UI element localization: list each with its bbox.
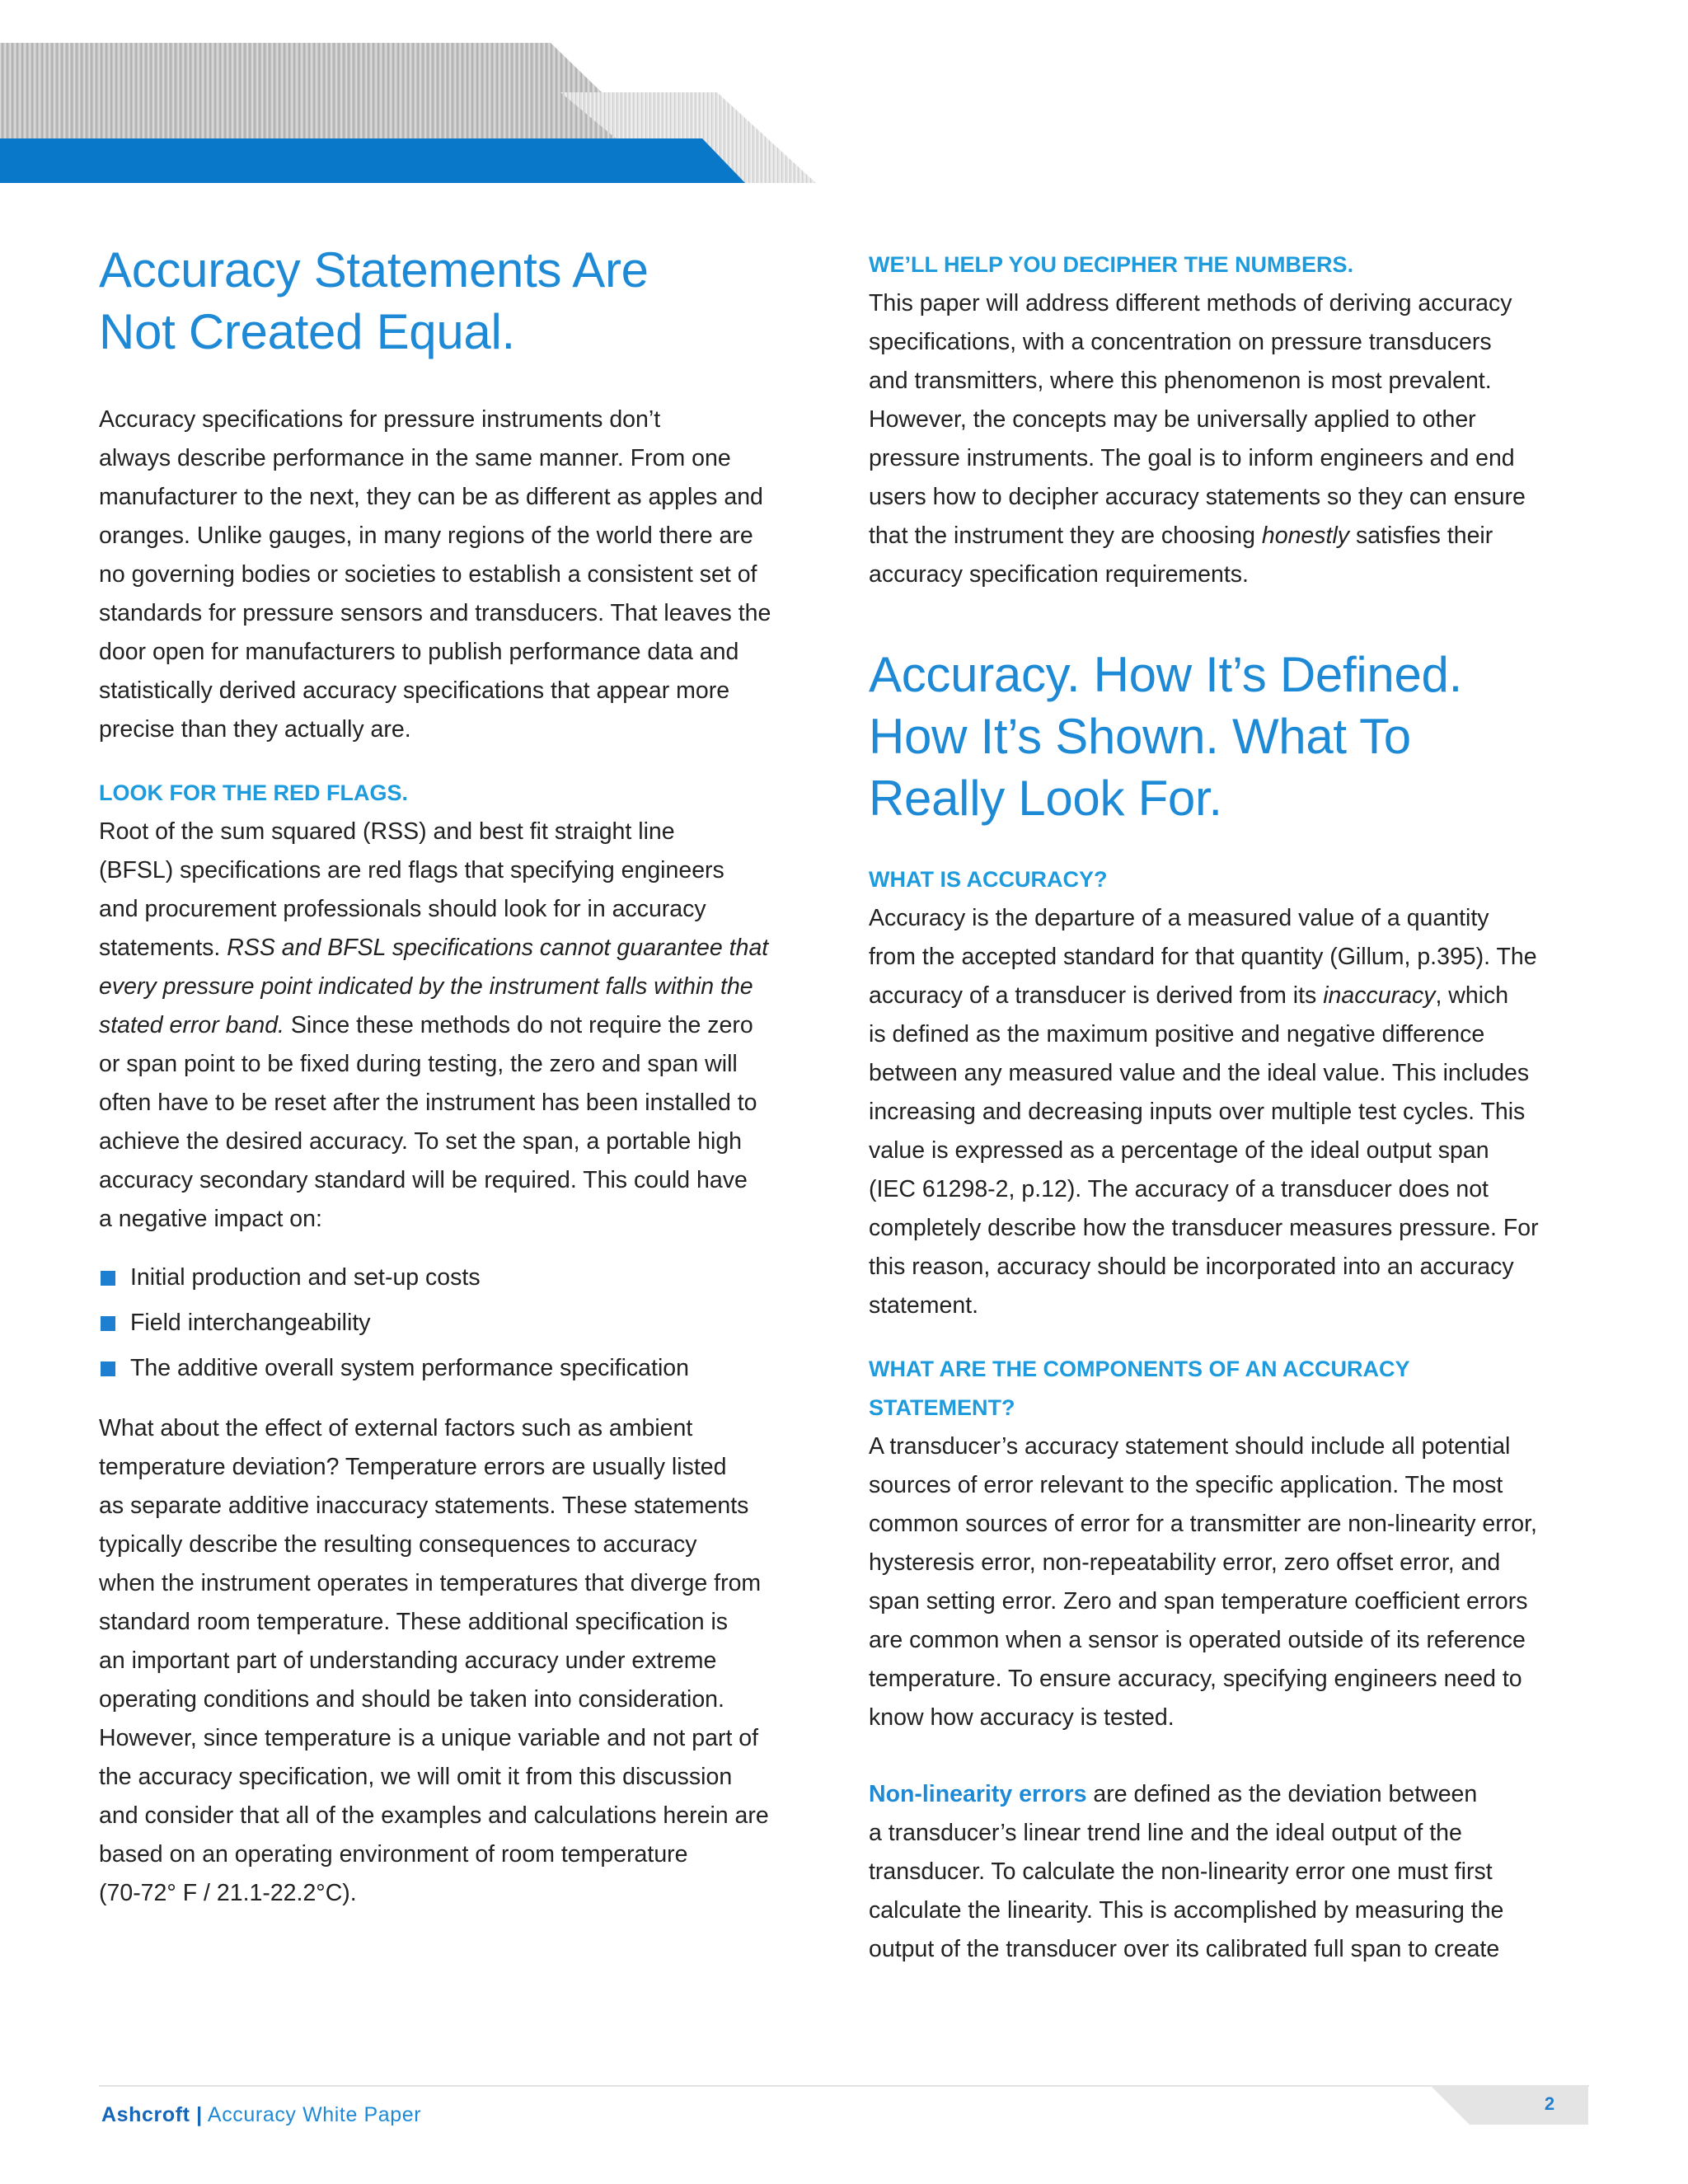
external-factors-paragraph [99,1409,824,1913]
text-line: typically describe the resulting consequences to accuracy [99,1531,697,1558]
header-blue-stripe [0,138,745,183]
footer-label [101,2103,421,2127]
red-flags-paragraph [99,813,824,1239]
text-run: accuracy of a transducer is derived from its [869,982,1324,1009]
list-item-text: The additive overall system performance specification [130,1355,689,1381]
title-line: Accuracy. How It’s Defined. [869,647,1462,702]
heading-line: STATEMENT? [869,1395,1015,1420]
text-line: calculate the linearity. This is accomplished by measuring the [869,1897,1504,1924]
text-run: that the instrument they are choosing [869,523,1262,549]
text-line: from the accepted standard for that quantity (Gillum, p.395). The [869,944,1537,970]
text-line: operating conditions and should be taken into consideration. [99,1686,724,1713]
list-item-text: Field interchangeability [130,1310,371,1336]
text-line: accuracy specification requirements. [869,561,1249,588]
text-line: completely describe how the transducer measures pressure. For [869,1215,1539,1241]
italic-run: honestly [1261,523,1350,549]
text-line: value is expressed as a percentage of the ideal output span [869,1137,1489,1164]
title-line: Accuracy Statements Are [99,242,649,298]
text-line: this reason, accuracy should be incorporated into an accuracy [869,1254,1514,1280]
title-line: Not Created Equal. [99,304,515,359]
right-column [869,246,1594,1969]
text-line: a negative impact on: [99,1206,322,1232]
text-line: oranges. Unlike gauges, in many regions of the world there are [99,523,753,549]
italic-run: inaccuracy [1323,982,1436,1009]
text-line: temperature deviation? Temperature errors are usually listed [99,1454,727,1480]
text-line: achieve the desired accuracy. To set the span, a portable high [99,1128,743,1155]
text-line: users how to decipher accuracy statements so they can ensure [869,484,1526,510]
impact-bullet-list [99,1255,824,1391]
text-run: , which [1435,982,1509,1009]
list-item [99,1255,824,1301]
text-line: precise than they actually are. [99,716,411,743]
text-line: standard room temperature. These additional specification is [99,1609,729,1635]
title-line: How It’s Shown. What To [869,709,1411,764]
text-line: pressure instruments. The goal is to inform engineers and end [869,445,1515,471]
italic-run: every pressure point indicated by the instrument falls within the [99,973,753,1000]
text-line: as separate additive inaccuracy statements. These statements [99,1493,749,1519]
text-line: a transducer’s linear trend line and the ideal output of the [869,1820,1462,1846]
text-line: standards for pressure sensors and transducers. That leaves the [99,600,771,626]
text-line: common sources of error for a transmitter are non-linearity error, [869,1511,1537,1537]
text-line: span setting error. Zero and span temperature coefficient errors [869,1588,1528,1615]
list-item [99,1346,824,1391]
text-line: Accuracy specifications for pressure instruments don’t [99,406,661,433]
text-line: and procurement professionals should look for in accuracy [99,896,706,922]
header-band [0,0,1688,190]
text-line: However, the concepts may be universally applied to other [869,406,1476,433]
text-line: and consider that all of the examples and calculations herein are [99,1802,769,1829]
what-is-accuracy-paragraph [869,899,1594,1325]
text-line: door open for manufacturers to publish performance data and [99,639,739,665]
text-line: output of the transducer over its calibrated full span to create [869,1936,1500,1962]
text-line: sources of error relevant to the specific application. The most [869,1472,1503,1498]
text-line: increasing and decreasing inputs over multiple test cycles. This [869,1099,1526,1125]
text-line: when the instrument operates in temperatures that diverge from [99,1570,762,1596]
text-line [99,968,824,1006]
text-line: A transducer’s accuracy statement should include all potential [869,1433,1511,1460]
text-line: accuracy secondary standard will be required. This could have [99,1167,748,1193]
section-title [869,644,1594,829]
text-line: an important part of understanding accuracy under extreme [99,1647,717,1674]
page-title [99,239,824,363]
header-graphic [0,0,1688,190]
text-line: (IEC 61298-2, p.12). The accuracy of a transducer does not [869,1176,1489,1202]
list-item [99,1301,824,1346]
text-line: are common when a sensor is operated outside of its reference [869,1627,1526,1653]
heading-line: WHAT ARE THE COMPONENTS OF AN ACCURACY [869,1357,1410,1381]
text-run: Since these methods do not require the zero [284,1012,753,1038]
text-line: or span point to be fixed during testing, the zero and span will [99,1051,738,1077]
text-line: transducer. To calculate the non-linearity error one must first [869,1858,1493,1885]
highlighted-term: Non-linearity errors [869,1781,1087,1807]
text-line: statement. [869,1292,979,1319]
text-line [99,929,824,968]
page-number: 2 [1544,2093,1555,2114]
text-line: hysteresis error, non-repeatability error, zero offset error, and [869,1549,1501,1576]
text-line: no governing bodies or societies to establish a consistent set of [99,561,757,588]
components-heading [869,1350,1594,1427]
footer-divider [99,2085,1589,2087]
text-line: What about the effect of external factors such as ambient [99,1415,693,1441]
decipher-heading: WE’LL HELP YOU DECIPHER THE NUMBERS. [869,252,1354,277]
red-flags-heading: LOOK FOR THE RED FLAGS. [99,780,408,805]
header-metal-panel [0,43,651,140]
footer-brand: Ashcroft [101,2103,190,2126]
italic-run: RSS and BFSL specifications cannot guarantee that [227,935,769,961]
text-line: the accuracy specification, we will omit it from this discussion [99,1764,733,1790]
list-item-text: Initial production and set-up costs [130,1264,481,1291]
text-line [869,1775,1594,1814]
text-line: This paper will address different methods of deriving accuracy [869,290,1512,316]
non-linearity-paragraph [869,1775,1594,1969]
text-run: are defined as the deviation between [1086,1781,1478,1807]
footer-doc-title: Accuracy White Paper [207,2103,422,2126]
text-run: statements. [99,935,227,961]
text-line [869,517,1594,555]
left-column [99,239,824,1913]
text-line: (70-72° F / 21.1-22.2°C). [99,1880,357,1906]
text-line: is defined as the maximum positive and negative difference [869,1021,1485,1047]
text-line: (BFSL) specifications are red flags that specifying engineers [99,857,724,883]
text-line: However, since temperature is a unique variable and not part of [99,1725,759,1751]
components-paragraph [869,1427,1594,1737]
bullet-square-icon [101,1361,115,1376]
text-run: satisfies their [1349,523,1493,549]
intro-paragraph [99,401,824,749]
text-line: and transmitters, where this phenomenon is most prevalent. [869,368,1492,394]
what-is-accuracy-heading: WHAT IS ACCURACY? [869,867,1108,892]
text-line: often have to be reset after the instrument has been installed to [99,1090,757,1116]
text-line: between any measured value and the ideal value. This includes [869,1060,1530,1086]
text-line: statistically derived accuracy specifications that appear more [99,677,730,704]
text-line: know how accuracy is tested. [869,1704,1175,1731]
text-line [869,977,1594,1015]
bullet-square-icon [101,1271,115,1286]
decipher-paragraph [869,284,1594,594]
italic-run: stated error band. [99,1012,284,1038]
bullet-square-icon [101,1316,115,1331]
text-line [99,1006,824,1045]
text-line: Root of the sum squared (RSS) and best fit straight line [99,818,675,845]
text-line: manufacturer to the next, they can be as different as apples and [99,484,763,510]
title-line: Really Look For. [869,771,1222,826]
text-line: based on an operating environment of room temperature [99,1841,688,1868]
text-line: temperature. To ensure accuracy, specifying engineers need to [869,1666,1522,1692]
footer-separator: | [196,2103,203,2126]
text-line: Accuracy is the departure of a measured value of a quantity [869,905,1489,931]
text-line: specifications, with a concentration on pressure transducers [869,329,1492,355]
text-line: always describe performance in the same manner. From one [99,445,731,471]
